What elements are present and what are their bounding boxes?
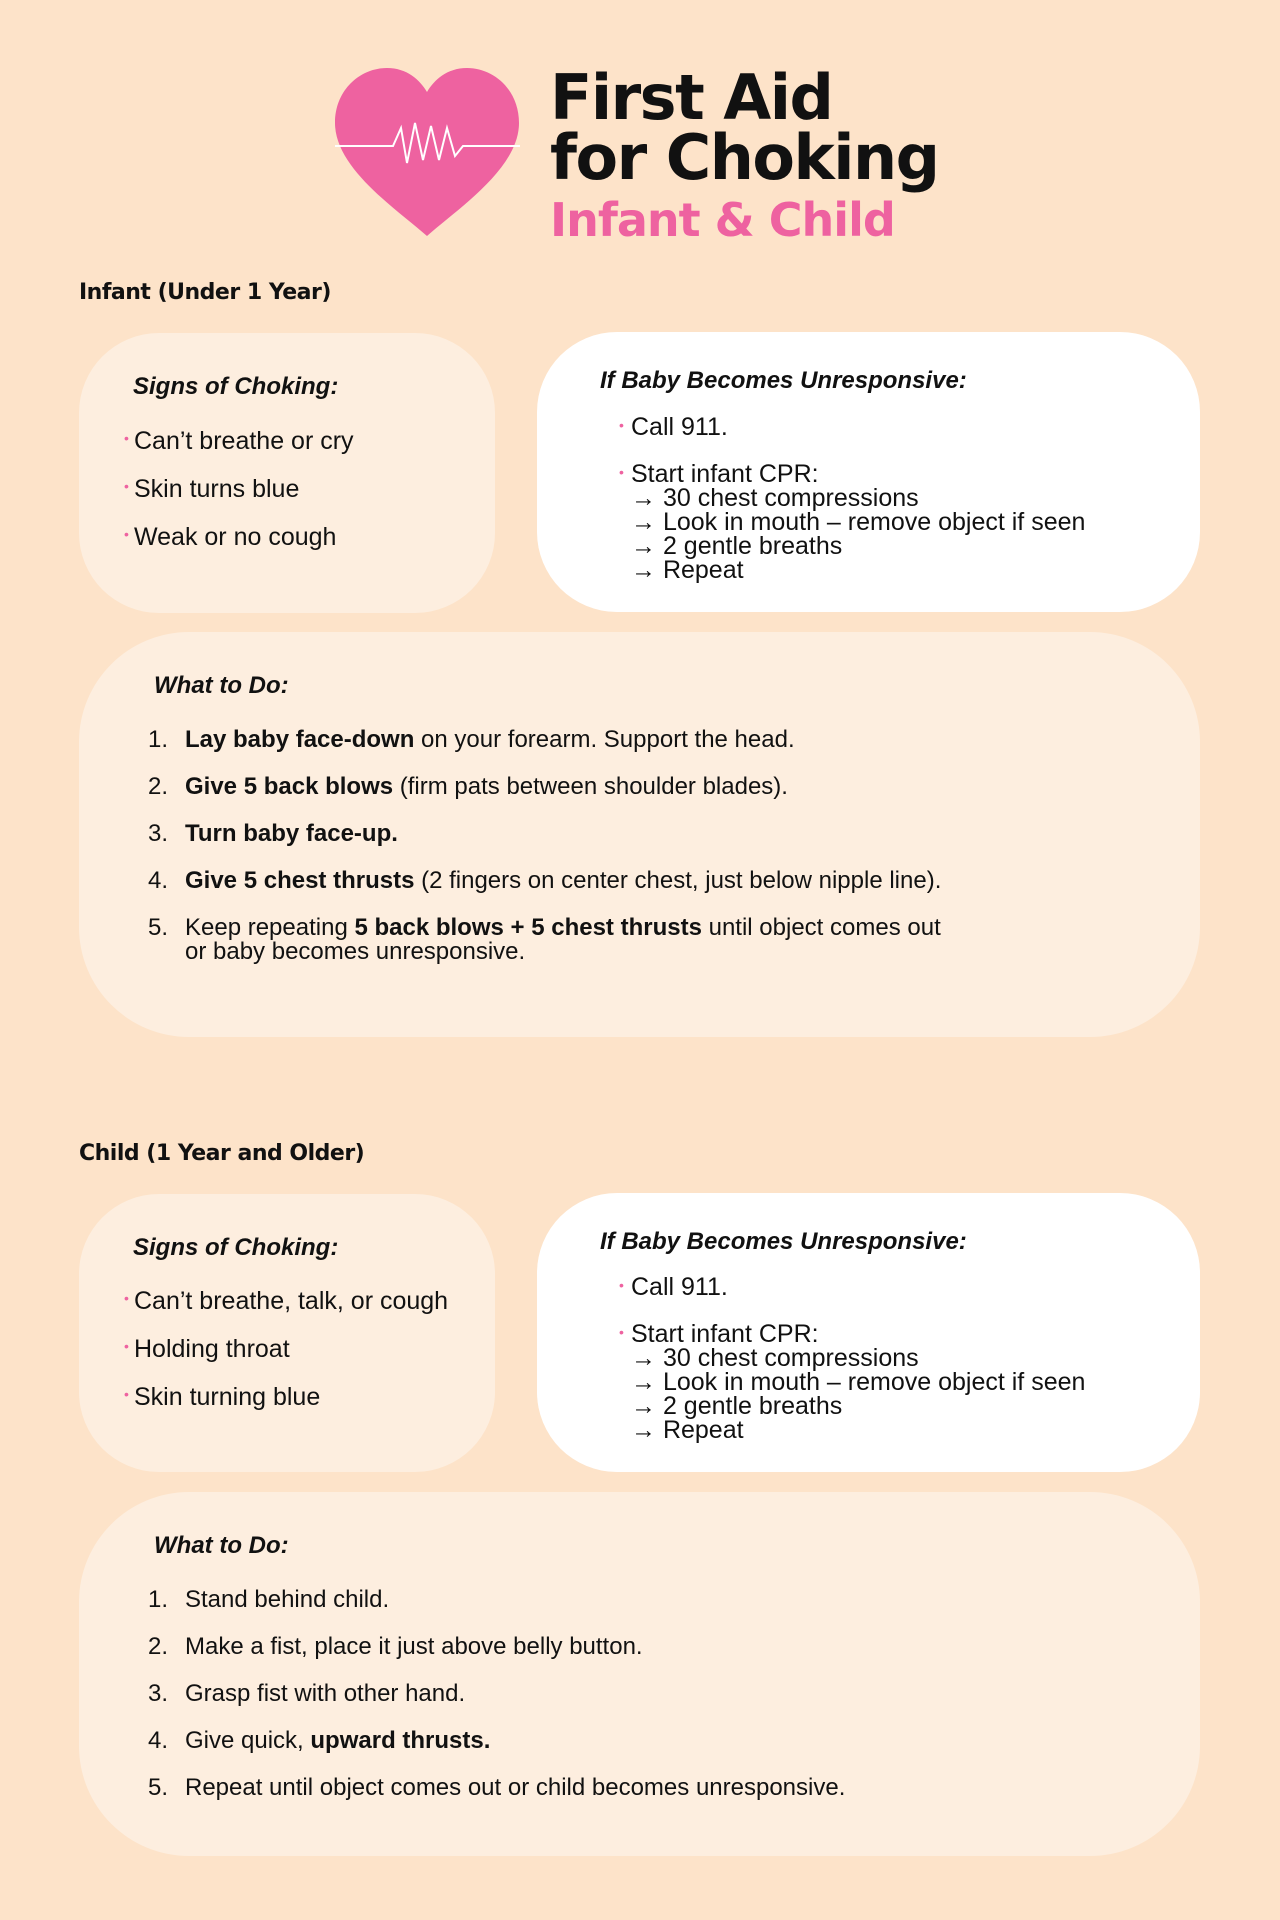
infant-what-to-do-title: What to Do: — [154, 672, 289, 699]
child-what-to-do-card — [79, 1492, 1200, 1856]
page-title-line2: for Choking — [550, 121, 939, 194]
list-item: 2. Give 5 back blows (firm pats between shoulder blades). — [148, 773, 788, 800]
page-subtitle: Infant & Child — [550, 193, 895, 247]
infant-unresponsive-list — [619, 415, 1085, 582]
child-steps-list — [148, 1587, 845, 1822]
infant-unresponsive-title: If Baby Becomes Unresponsive: — [600, 367, 967, 394]
child-signs-title: Signs of Choking: — [133, 1234, 339, 1261]
page-title-line1: First Aid — [550, 61, 833, 134]
list-item: 1. Stand behind child. — [148, 1586, 390, 1613]
list-item: 5. Repeat until object comes out or child becomes unresponsive. — [148, 1774, 846, 1801]
child-unresponsive-title: If Baby Becomes Unresponsive: — [600, 1228, 967, 1255]
infant-steps-list — [148, 727, 941, 984]
list-item: • Can’t breathe or cry — [124, 427, 354, 456]
list-item: 4. Give quick, upward thrusts. — [148, 1727, 491, 1754]
header — [335, 61, 975, 248]
child-unresponsive-list — [619, 1275, 1085, 1442]
bullet-dot-icon: • — [619, 1324, 624, 1340]
bullet-dot-icon: • — [619, 1277, 624, 1293]
list-item: 3. Turn baby face-up. — [148, 820, 398, 847]
bullet-dot-icon: • — [124, 478, 129, 494]
list-item: 5. Keep repeating 5 back blows + 5 chest thrusts until object comes out or baby becomes unresponsive. — [148, 914, 941, 965]
child-signs-list — [124, 1287, 448, 1431]
bullet-dot-icon: • — [124, 1290, 129, 1306]
infant-signs-title: Signs of Choking: — [133, 373, 339, 400]
child-what-to-do-title: What to Do: — [154, 1532, 289, 1559]
list-item: • Holding throat — [124, 1335, 448, 1364]
child-signs-card — [79, 1194, 495, 1472]
list-item: • Call 911. — [619, 413, 728, 441]
list-item: 2. Make a fist, place it just above belly button. — [148, 1633, 643, 1660]
child-section-heading: Child (1 Year and Older) — [79, 1141, 365, 1166]
list-item: • Can’t breathe, talk, or cough — [124, 1287, 448, 1316]
child-unresponsive-card — [537, 1193, 1200, 1472]
heart-pulse-icon — [335, 68, 520, 238]
bullet-dot-icon: • — [124, 1338, 129, 1354]
infant-unresponsive-card — [537, 332, 1200, 612]
list-item: 1. Lay baby face-down on your forearm. Support the head. — [148, 726, 795, 753]
infant-what-to-do-card — [79, 632, 1200, 1037]
list-item: 3. Grasp fist with other hand. — [148, 1680, 466, 1707]
infant-signs-card — [79, 333, 495, 613]
bullet-dot-icon: • — [124, 1386, 129, 1402]
bullet-dot-icon: • — [619, 417, 624, 433]
infant-signs-list — [124, 427, 354, 571]
list-item: • Call 911. — [619, 1273, 728, 1301]
infant-section-heading: Infant (Under 1 Year) — [79, 280, 331, 305]
list-item: • Weak or no cough — [124, 523, 354, 552]
list-item: 4. Give 5 chest thrusts (2 fingers on center chest, just below nipple line). — [148, 867, 942, 894]
list-item: • Start infant CPR: → 30 chest compressions → Look in mouth – remove object if seen → 2 gentle breaths → Repeat — [619, 460, 1086, 584]
bullet-dot-icon: • — [124, 430, 129, 446]
bullet-dot-icon: • — [619, 464, 624, 480]
list-item: • Skin turning blue — [124, 1383, 448, 1412]
list-item: • Start infant CPR: → 30 chest compressions → Look in mouth – remove object if seen → 2 gentle breaths → Repeat — [619, 1320, 1086, 1444]
list-item: • Skin turns blue — [124, 475, 354, 504]
bullet-dot-icon: • — [124, 526, 129, 542]
